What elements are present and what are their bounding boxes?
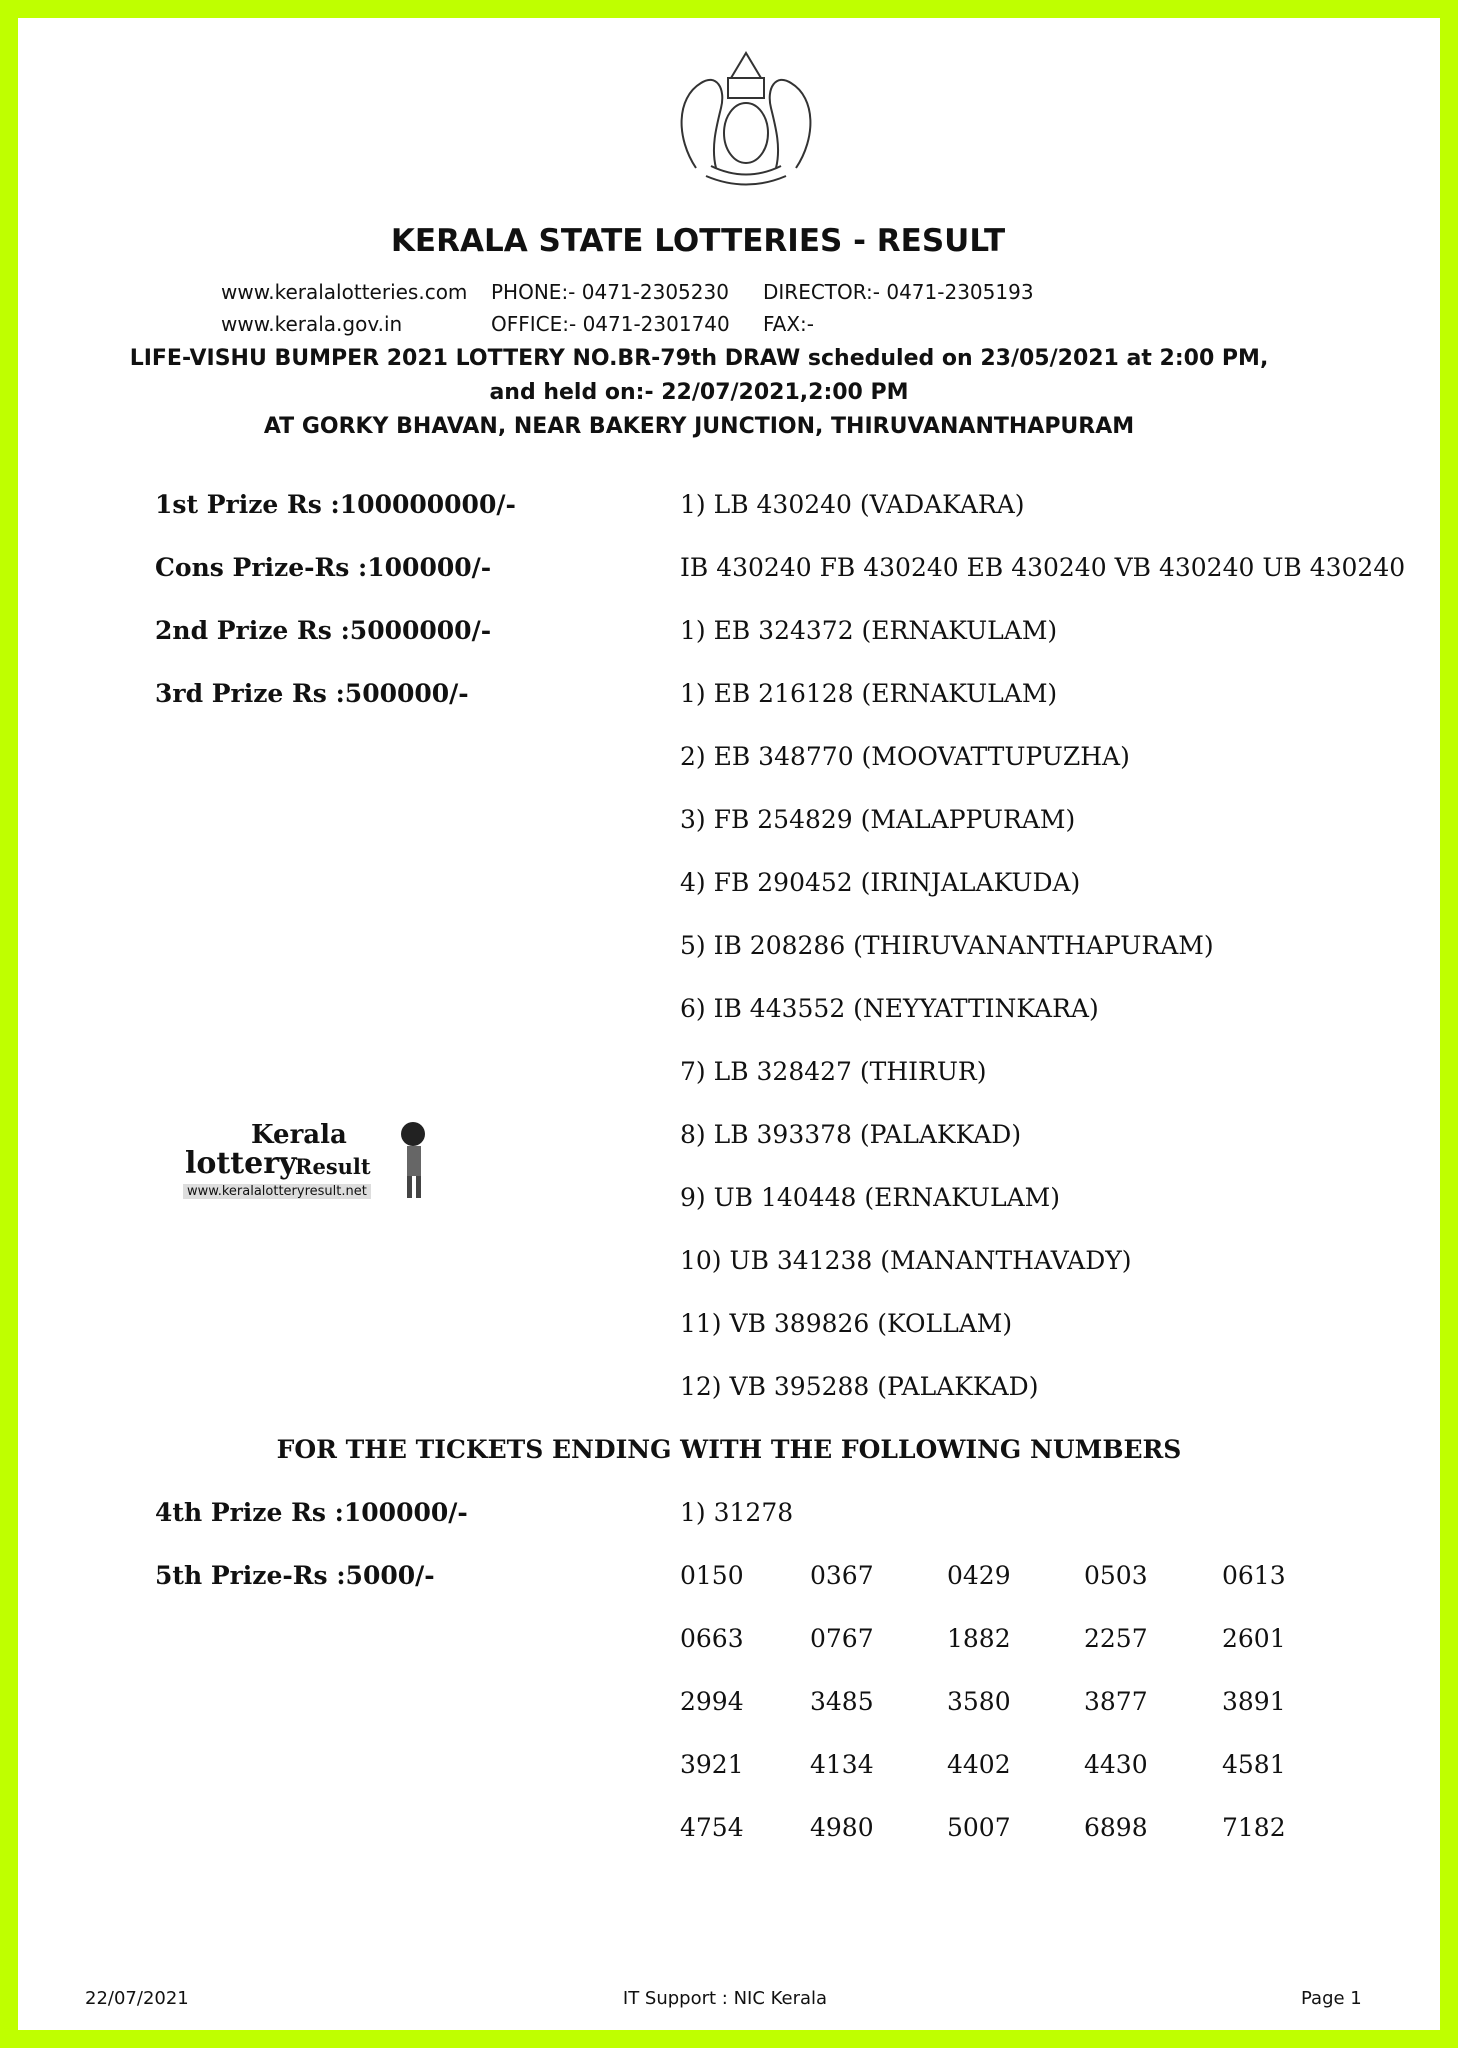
fifth-prize-number: 2601: [1222, 1624, 1286, 1653]
fifth-prize-number: 0367: [810, 1561, 874, 1590]
fifth-prize-number: 5007: [947, 1813, 1011, 1842]
footer-date: 22/07/2021: [85, 1988, 189, 2009]
third-prize-value: 11) VB 389826 (KOLLAM): [680, 1309, 1013, 1338]
fifth-prize-number: 4754: [680, 1813, 744, 1842]
fifth-prize-number: 7182: [1222, 1813, 1286, 1842]
kerala-emblem-icon: [666, 38, 826, 193]
fifth-prize-number: 2257: [1084, 1624, 1148, 1653]
footer-support: IT Support : NIC Kerala: [622, 1988, 828, 2009]
website-link-gov[interactable]: www.kerala.gov.in: [221, 312, 403, 336]
logo-url: www.keralalotteryresult.net: [183, 1184, 371, 1199]
fifth-prize-number: 3580: [947, 1687, 1011, 1716]
second-prize-value: 1) EB 324372 (ERNAKULAM): [680, 616, 1058, 645]
third-prize-value: 4) FB 290452 (IRINJALAKUDA): [680, 868, 1081, 897]
fifth-prize-number: 1882: [947, 1624, 1011, 1653]
logo-line2a: lottery: [185, 1146, 297, 1181]
logo-line2b: Result: [295, 1154, 371, 1179]
draw-venue: AT GORKY BHAVAN, NEAR BAKERY JUNCTION, THIRUVANANTHAPURAM: [263, 414, 1135, 439]
page-title: KERALA STATE LOTTERIES - RESULT: [390, 223, 1006, 259]
cons-prize-label: Cons Prize-Rs :100000/-: [155, 553, 492, 582]
fifth-prize-number: 3921: [680, 1750, 744, 1779]
third-prize-value: 6) IB 443552 (NEYYATTINKARA): [680, 994, 1099, 1023]
director-number: DIRECTOR:- 0471-2305193: [763, 280, 1034, 304]
fifth-prize-number: 6898: [1084, 1813, 1148, 1842]
fifth-prize-number: 3485: [810, 1687, 874, 1716]
fifth-prize-number: 4430: [1084, 1750, 1148, 1779]
third-prize-value: 12) VB 395288 (PALAKKAD): [680, 1372, 1039, 1401]
third-prize-value: 2) EB 348770 (MOOVATTUPUZHA): [680, 742, 1130, 771]
third-prize-value: 10) UB 341238 (MANANTHAVADY): [680, 1246, 1132, 1275]
fifth-prize-number: 0503: [1084, 1561, 1148, 1590]
footer-page-number: Page 1: [1301, 1988, 1362, 2009]
fifth-prize-number: 4134: [810, 1750, 874, 1779]
fifth-prize-number: 4402: [947, 1750, 1011, 1779]
third-prize-value: 8) LB 393378 (PALAKKAD): [680, 1120, 1022, 1149]
third-prize-value: 9) UB 140448 (ERNAKULAM): [680, 1183, 1060, 1212]
third-prize-value: 1) EB 216128 (ERNAKULAM): [680, 679, 1058, 708]
ending-numbers-heading: FOR THE TICKETS ENDING WITH THE FOLLOWING NUMBERS: [276, 1435, 1182, 1464]
fifth-prize-number: 0150: [680, 1561, 744, 1590]
first-prize-label: 1st Prize Rs :100000000/-: [155, 490, 516, 519]
third-prize-value: 7) LB 328427 (THIRUR): [680, 1057, 987, 1086]
fifth-prize-number: 2994: [680, 1687, 744, 1716]
kerala-lottery-result-logo: [183, 1120, 433, 1202]
third-prize-value: 5) IB 208286 (THIRUVANANTHAPURAM): [680, 931, 1214, 960]
logo-line1: Kerala: [251, 1120, 347, 1150]
fifth-prize-number: 0613: [1222, 1561, 1286, 1590]
fifth-prize-number: 0663: [680, 1624, 744, 1653]
fifth-prize-number: 0767: [810, 1624, 874, 1653]
fax-number: FAX:-: [763, 312, 815, 336]
fifth-prize-number: 4581: [1222, 1750, 1286, 1779]
result-page: [18, 18, 1440, 2030]
fifth-prize-number: 4980: [810, 1813, 874, 1842]
phone-number: PHONE:- 0471-2305230: [491, 280, 729, 304]
fifth-prize-number: 0429: [947, 1561, 1011, 1590]
fifth-prize-number: 3877: [1084, 1687, 1148, 1716]
mascot-icon: [395, 1120, 435, 1200]
third-prize-label: 3rd Prize Rs :500000/-: [155, 679, 469, 708]
first-prize-value: 1) LB 430240 (VADAKARA): [680, 490, 1025, 519]
cons-prize-value: IB 430240 FB 430240 EB 430240 VB 430240 UB 430240: [680, 553, 1406, 582]
website-link-lotteries[interactable]: www.keralalotteries.com: [221, 280, 468, 304]
fourth-prize-value: 1) 31278: [680, 1498, 794, 1527]
third-prize-value: 3) FB 254829 (MALAPPURAM): [680, 805, 1076, 834]
draw-info-line2: and held on:- 22/07/2021,2:00 PM: [489, 380, 909, 405]
second-prize-label: 2nd Prize Rs :5000000/-: [155, 616, 492, 645]
fourth-prize-label: 4th Prize Rs :100000/-: [155, 1498, 468, 1527]
draw-info-line1: LIFE-VISHU BUMPER 2021 LOTTERY NO.BR-79th DRAW scheduled on 23/05/2021 at 2:00 PM,: [129, 346, 1269, 371]
fifth-prize-label: 5th Prize-Rs :5000/-: [155, 1561, 435, 1590]
fifth-prize-number: 3891: [1222, 1687, 1286, 1716]
office-number: OFFICE:- 0471-2301740: [491, 312, 730, 336]
